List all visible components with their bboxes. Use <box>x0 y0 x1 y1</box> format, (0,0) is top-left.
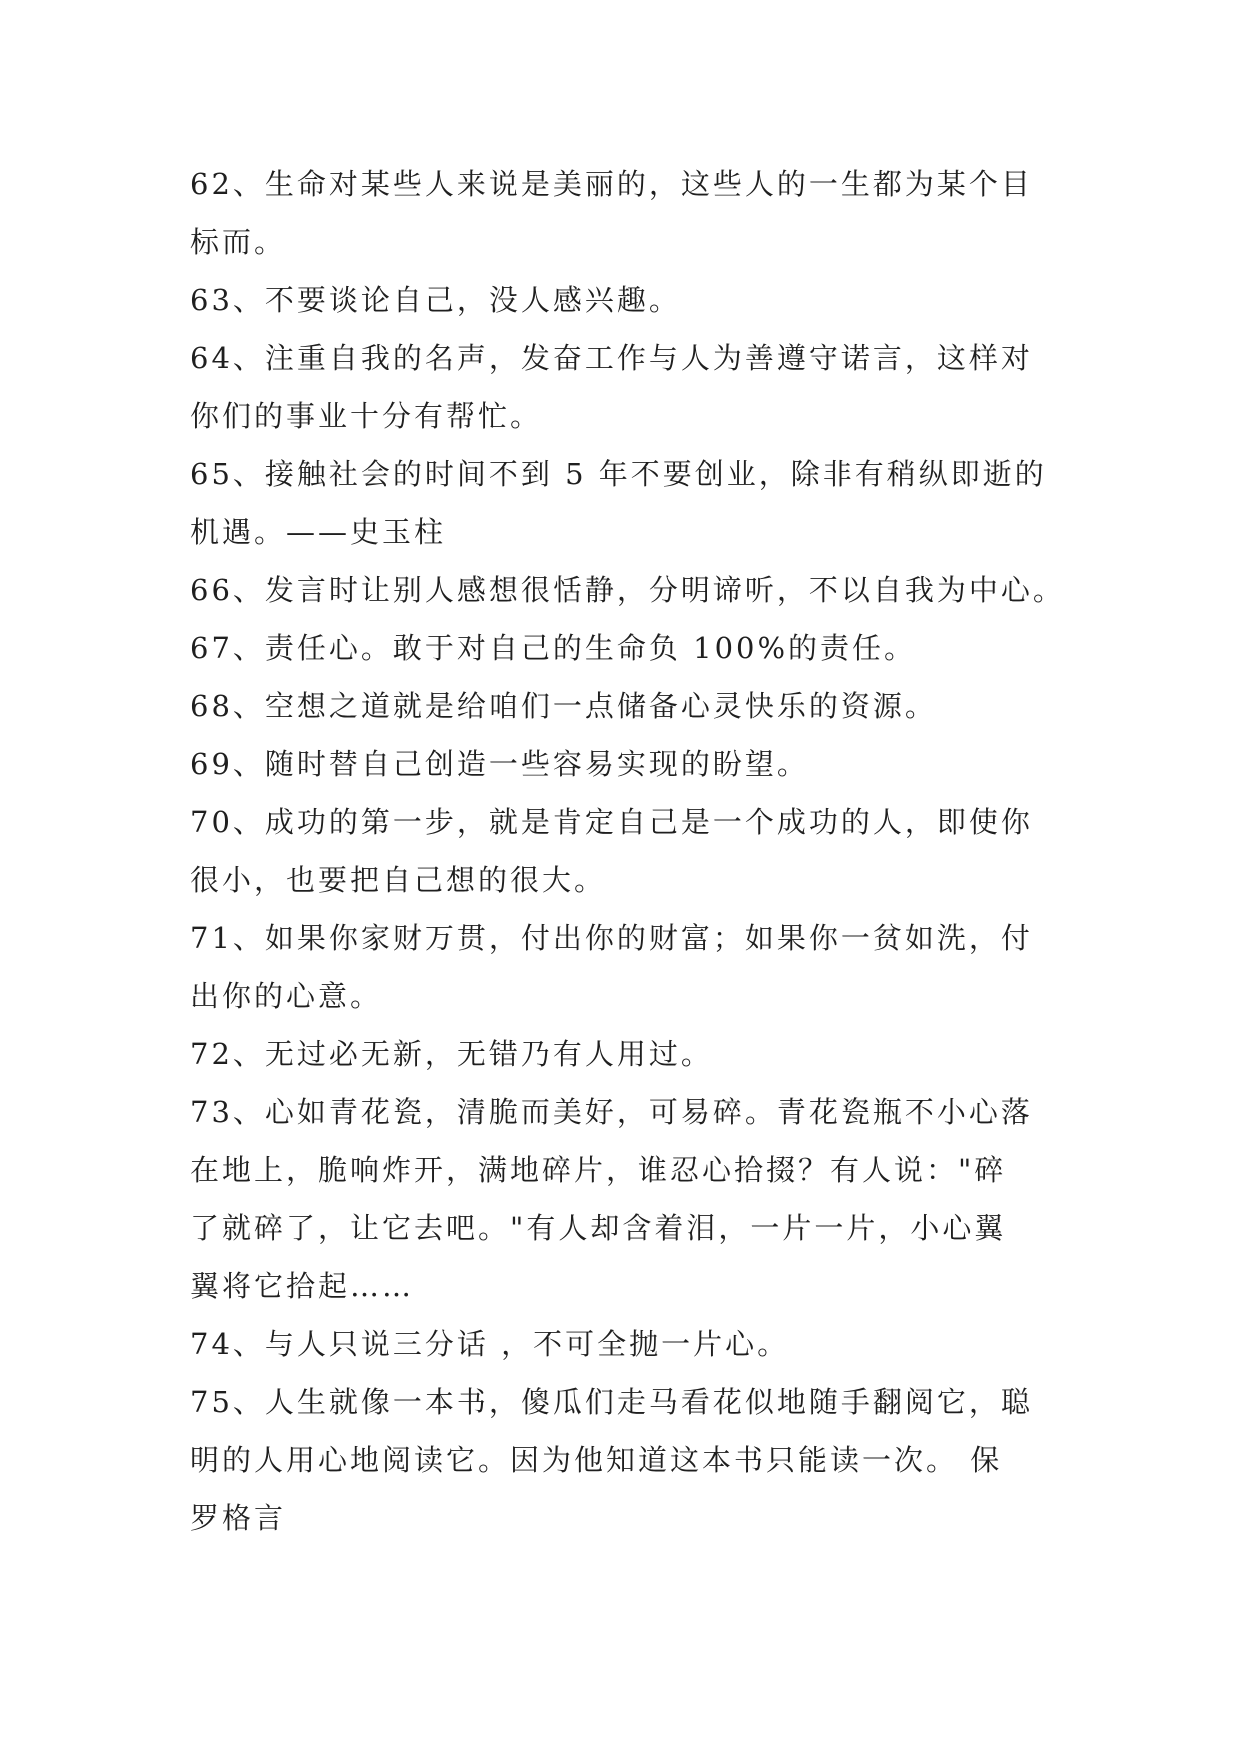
text-line: 翼将它拾起…… <box>190 1269 415 1303</box>
text-line: 罗格言 <box>190 1501 287 1535</box>
text-line: 73、心如青花瓷，清脆而美好，可易碎。青花瓷瓶不小心落 <box>190 1095 1033 1129</box>
text-line: 机遇。——史玉柱 <box>190 515 447 549</box>
text-line: 69、随时替自己创造一些容易实现的盼望。 <box>190 747 809 781</box>
text-line: 70、成功的第一步，就是肯定自己是一个成功的人，即使你 <box>190 805 1033 839</box>
document-body <box>190 155 1070 1547</box>
text-line: 你们的事业十分有帮忙。 <box>190 399 543 433</box>
text-line: 72、无过必无新，无错乃有人用过。 <box>190 1037 713 1071</box>
text-line: 75、人生就像一本书，傻瓜们走马看花似地随手翻阅它，聪 <box>190 1385 1033 1419</box>
text-line: 64、注重自我的名声，发奋工作与人为善遵守诺言，这样对 <box>190 341 1033 375</box>
text-line: 在地上，脆响炸开，满地碎片，谁忍心拾掇？有人说："碎 <box>190 1153 1007 1187</box>
text-line: 明的人用心地阅读它。因为他知道这本书只能读一次。 保 <box>190 1443 1003 1477</box>
text-line: 63、不要谈论自己，没人感兴趣。 <box>190 283 681 317</box>
text-line: 标而。 <box>190 225 287 259</box>
text-line: 出你的心意。 <box>190 979 383 1013</box>
text-line: 62、生命对某些人来说是美丽的，这些人的一生都为某个目 <box>190 167 1033 201</box>
text-line: 67、责任心。敢于对自己的生命负 100%的责任。 <box>190 631 917 665</box>
text-line: 了就碎了，让它去吧。"有人却含着泪，一片一片，小心翼 <box>190 1211 1007 1245</box>
text-line: 65、接触社会的时间不到 5 年不要创业，除非有稍纵即逝的 <box>190 457 1047 491</box>
text-line: 74、与人只说三分话 ，不可全抛一片心。 <box>190 1327 790 1361</box>
text-line: 66、发言时让别人感想很恬静，分明谛听，不以自我为中心。 <box>190 573 1065 607</box>
text-line: 很小，也要把自己想的很大。 <box>190 863 607 897</box>
text-line: 68、空想之道就是给咱们一点储备心灵快乐的资源。 <box>190 689 937 723</box>
text-line: 71、如果你家财万贯，付出你的财富；如果你一贫如洗，付 <box>190 921 1033 955</box>
